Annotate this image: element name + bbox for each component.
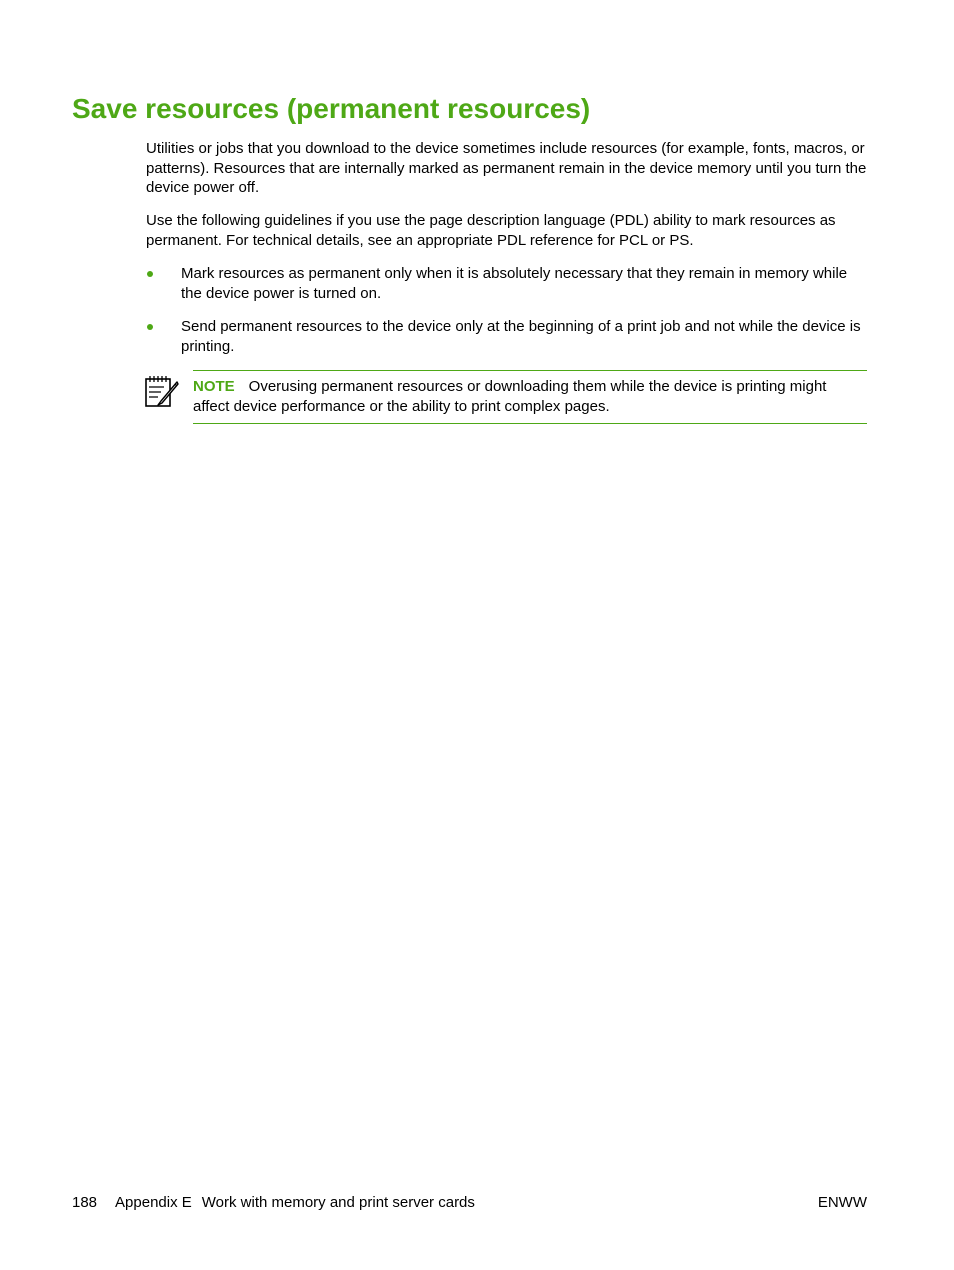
list-item bbox=[146, 317, 870, 356]
footer-page-number: 188 bbox=[72, 1194, 98, 1211]
page-footer bbox=[72, 1193, 867, 1212]
note-text: Overusing permanent resources or downloading them while the device is printing might affect device performance or the ability to print complex pages. bbox=[193, 378, 827, 415]
footer-locale-label: ENWW bbox=[817, 1194, 867, 1211]
footer-chapter-title: Work with memory and print server cards bbox=[201, 1194, 475, 1211]
note-pad-icon bbox=[144, 374, 180, 408]
list-item-text: Send permanent resources to the device only at the beginning of a print job and not while the device is printing. bbox=[181, 318, 861, 355]
note-label: NOTE bbox=[193, 378, 235, 395]
bullet-icon bbox=[147, 271, 153, 277]
note-box bbox=[193, 370, 867, 424]
footer-appendix: Appendix E bbox=[115, 1194, 192, 1211]
guidelines-paragraph: Use the following guidelines if you use the page description language (PDL) ability to mark resources as permanent. For technical details, see an appropriate PDL reference for PCL or PS. bbox=[146, 212, 836, 249]
page-title: Save resources (permanent resources) bbox=[72, 93, 591, 124]
guidelines-list bbox=[146, 264, 870, 370]
intro-paragraph: Utilities or jobs that you download to the device sometimes include resources (for example, fonts, macros, or patterns). Resources that are internally marked as permanent remain in the device memory until you turn the device power off. bbox=[146, 140, 867, 196]
list-item-text: Mark resources as permanent only when it is absolutely necessary that they remain in memory while the device power is turned on. bbox=[181, 265, 848, 302]
bullet-icon bbox=[147, 324, 153, 330]
list-item bbox=[146, 264, 870, 303]
